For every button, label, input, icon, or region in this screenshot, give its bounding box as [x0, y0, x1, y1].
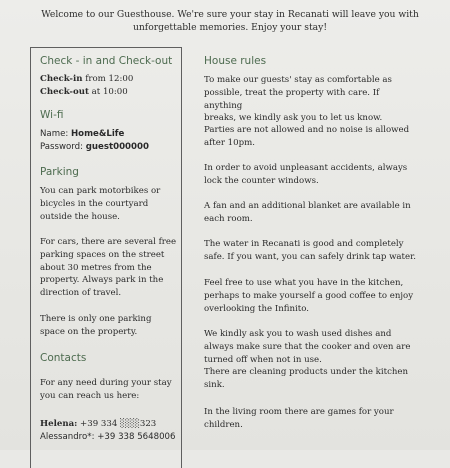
alessandro-label: Alessandro*:	[40, 432, 95, 442]
text-line: about 30 metres from the	[40, 262, 152, 273]
text-line: To make our guests' stay as comfortable as	[204, 75, 392, 85]
text-line: breaks, we kindly ask you to let us know.	[204, 113, 383, 124]
wifi-password	[40, 141, 149, 154]
text-line: outside the house.	[40, 211, 120, 222]
text-line: For cars, there are several free	[40, 237, 177, 247]
text-line: sink.	[204, 380, 225, 391]
checkout-label: Check-out	[40, 87, 89, 97]
rule-paragraph	[204, 238, 416, 264]
text-line: property. Always park in the	[40, 275, 164, 286]
welcome-message	[40, 8, 420, 34]
parking-paragraph-2	[40, 236, 176, 300]
rule-paragraph	[204, 124, 409, 150]
text-line: possible, treat the property with care. If anything	[204, 87, 380, 111]
text-line: lock the counter windows.	[204, 175, 319, 186]
text-line: In the living room there are games for your	[204, 407, 394, 417]
wifi-password-value: guest000000	[85, 142, 149, 152]
text-line: each room.	[204, 213, 253, 224]
text-line: In order to avoid unpleasant accidents, always	[204, 163, 408, 173]
text-line: You can park motorbikes or	[40, 186, 161, 196]
contacts-heading: Contacts	[40, 352, 87, 364]
parking-heading: Parking	[40, 166, 79, 178]
checkout-value: at 10:00	[88, 87, 128, 97]
text-line: safe. If you want, you can safely drink tap water.	[204, 251, 416, 262]
helena-phone: +39 334 ░░░323	[77, 419, 157, 429]
wifi-password-label: Password:	[40, 142, 86, 152]
text-line: turned off when not in use.	[204, 354, 322, 365]
wifi-name-label: Name:	[40, 129, 71, 139]
rule-paragraph	[204, 328, 411, 392]
checkin-time	[40, 73, 133, 86]
wifi-name	[40, 128, 124, 141]
alessandro-phone: +39 338 5648006	[94, 432, 176, 442]
checkout-time	[40, 86, 128, 99]
contacts-paragraph	[40, 377, 172, 403]
text-line: Parties are not allowed and no noise is allowed	[204, 125, 410, 135]
text-line: Feel free to use what you have in the kitchen,	[204, 278, 404, 288]
rule-paragraph	[204, 200, 411, 226]
text-line: children.	[204, 419, 243, 430]
checkin-heading: Check - in and Check-out	[40, 55, 173, 67]
text-line: There are cleaning products under the kitchen	[204, 367, 409, 378]
parking-paragraph-3	[40, 313, 151, 339]
text-line: bicycles in the courtyard	[40, 198, 149, 209]
text-line: For any need during your stay	[40, 378, 172, 388]
checkin-label: Check-in	[40, 74, 83, 84]
text-line: parking spaces on the street	[40, 249, 165, 260]
welcome-line-2: unforgettable memories. Enjoy your stay!	[132, 22, 328, 33]
text-line: The water in Recanati is good and completely	[204, 239, 404, 249]
rule-paragraph	[204, 277, 413, 315]
wifi-name-value: Home&Life	[70, 129, 125, 139]
text-line: There is only one parking	[40, 314, 152, 324]
checkin-value: from 12:00	[82, 74, 134, 84]
helena-label: Helena:	[40, 419, 78, 429]
text-line: We kindly ask you to wash used dishes and	[204, 329, 392, 339]
contact-alessandro	[40, 431, 176, 444]
text-line: direction of travel.	[40, 288, 122, 299]
text-line: you can reach us here:	[40, 390, 140, 401]
text-line: overlooking the Infinito.	[204, 303, 310, 314]
text-line: space on the property.	[40, 326, 138, 337]
wifi-heading: Wi-fi	[40, 109, 64, 121]
text-line: A fan and an additional blanket are available in	[204, 201, 411, 211]
text-line: always make sure that the cooker and oven are	[204, 341, 411, 352]
rule-paragraph	[204, 74, 419, 125]
welcome-line-1: Welcome to our Guesthouse. We're sure your stay in Recanati will leave you with	[41, 9, 419, 20]
contact-helena	[40, 418, 156, 431]
text-line: perhaps to make yourself a good coffee to enjoy	[204, 290, 414, 301]
rule-paragraph	[204, 406, 394, 432]
parking-paragraph-1	[40, 185, 160, 223]
house-rules-heading: House rules	[204, 55, 267, 67]
text-line: after 10pm.	[204, 137, 256, 148]
rule-paragraph	[204, 162, 407, 188]
